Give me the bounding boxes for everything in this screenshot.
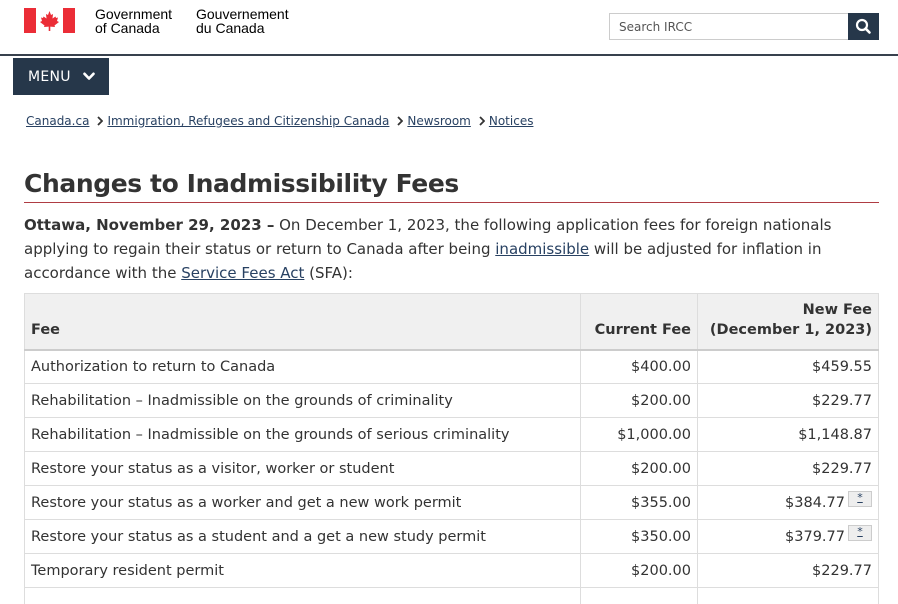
signature-en-line2: of Canada	[95, 20, 160, 36]
table-row	[25, 486, 879, 520]
signature-fr-line1: Gouvernement	[196, 6, 289, 22]
table-row	[25, 350, 879, 384]
table-row	[25, 452, 879, 486]
search-icon	[848, 13, 879, 40]
menu-button[interactable]	[13, 58, 109, 95]
new-fee	[698, 486, 879, 520]
intro-paragraph	[24, 213, 880, 285]
fee-name: Authorization to return to Canada	[25, 350, 581, 384]
current-fee	[581, 588, 698, 604]
breadcrumb-newsroom[interactable]: Newsroom	[407, 114, 471, 128]
fee-name: Rehabilitation – Inadmissible on the grounds of criminality	[25, 384, 581, 418]
header-current-fee: Current Fee	[581, 294, 698, 350]
current-fee: $200.00	[581, 384, 698, 418]
breadcrumb-notices[interactable]: Notices	[488, 114, 534, 128]
table-row	[25, 384, 879, 418]
chevron-down-icon	[83, 72, 95, 81]
fee-name: Restore your status as a student and a get a new study permit	[25, 520, 581, 554]
site-header	[0, 0, 898, 56]
breadcrumb-canada[interactable]: Canada.ca	[26, 114, 90, 128]
new-fee: $459.55	[698, 350, 879, 384]
header-new-fee-line1: New Fee	[802, 301, 872, 318]
current-fee: $1,000.00	[581, 418, 698, 452]
dateline: Ottawa, November 29, 2023 –	[24, 216, 275, 234]
menu-label: MENU	[28, 68, 71, 85]
current-fee: $350.00	[581, 520, 698, 554]
chevron-right-icon	[397, 116, 403, 126]
current-fee: $400.00	[581, 350, 698, 384]
intro-text-1: On December 1, 2023, the following application fees for foreign nationals applying to regain their status or return to Canada after being	[24, 216, 832, 258]
service-fees-act-link[interactable]: Service Fees Act	[181, 264, 305, 282]
header-fee: Fee	[25, 294, 581, 350]
new-fee: $1,148.87	[698, 418, 879, 452]
search-input[interactable]	[609, 13, 849, 40]
fee-name: Restore your status as a visitor, worker or student	[25, 452, 581, 486]
table-row	[25, 588, 879, 604]
new-fee	[698, 588, 879, 604]
canada-flag-icon[interactable]	[24, 8, 75, 33]
intro-text-3: (SFA):	[304, 264, 353, 282]
table-row	[25, 554, 879, 588]
current-fee: $200.00	[581, 452, 698, 486]
fee-name: Rehabilitation – Inadmissible on the grounds of serious criminality	[25, 418, 581, 452]
signature-english[interactable]	[95, 7, 172, 35]
search-button[interactable]	[848, 13, 879, 40]
table-row	[25, 520, 879, 554]
chevron-right-icon	[479, 116, 485, 126]
search-form	[609, 13, 879, 40]
chevron-right-icon	[97, 116, 103, 126]
table-row	[25, 418, 879, 452]
fee-table	[24, 293, 879, 604]
current-fee: $200.00	[581, 554, 698, 588]
new-fee-value: $379.77	[785, 528, 845, 545]
new-fee	[698, 520, 879, 554]
new-fee-value: $384.77	[785, 494, 845, 511]
new-fee: $229.77	[698, 384, 879, 418]
new-fee: $229.77	[698, 452, 879, 486]
fee-name: Temporary resident permit	[25, 554, 581, 588]
signature-en-line1: Government	[95, 6, 173, 22]
header-new-fee	[698, 294, 879, 350]
table-header-row	[25, 294, 879, 350]
fee-name	[25, 588, 581, 604]
breadcrumb-ircc[interactable]: Immigration, Refugees and Citizenship Canada	[107, 114, 390, 128]
page-title: Changes to Inadmissibility Fees	[24, 169, 879, 203]
current-fee: $355.00	[581, 486, 698, 520]
signature-french[interactable]	[196, 7, 289, 35]
fee-name: Restore your status as a worker and get a new work permit	[25, 486, 581, 520]
header-new-fee-line2: (December 1, 2023)	[709, 321, 872, 338]
intro-text-2: will be adjusted for inflation in accordance with the	[24, 240, 822, 282]
breadcrumb	[26, 114, 533, 128]
signature-fr-line2: du Canada	[196, 20, 265, 36]
footnote-link[interactable]: *	[848, 491, 872, 507]
inadmissible-link[interactable]: inadmissible	[495, 240, 590, 258]
footnote-link[interactable]: *	[848, 525, 872, 541]
new-fee: $229.77	[698, 554, 879, 588]
